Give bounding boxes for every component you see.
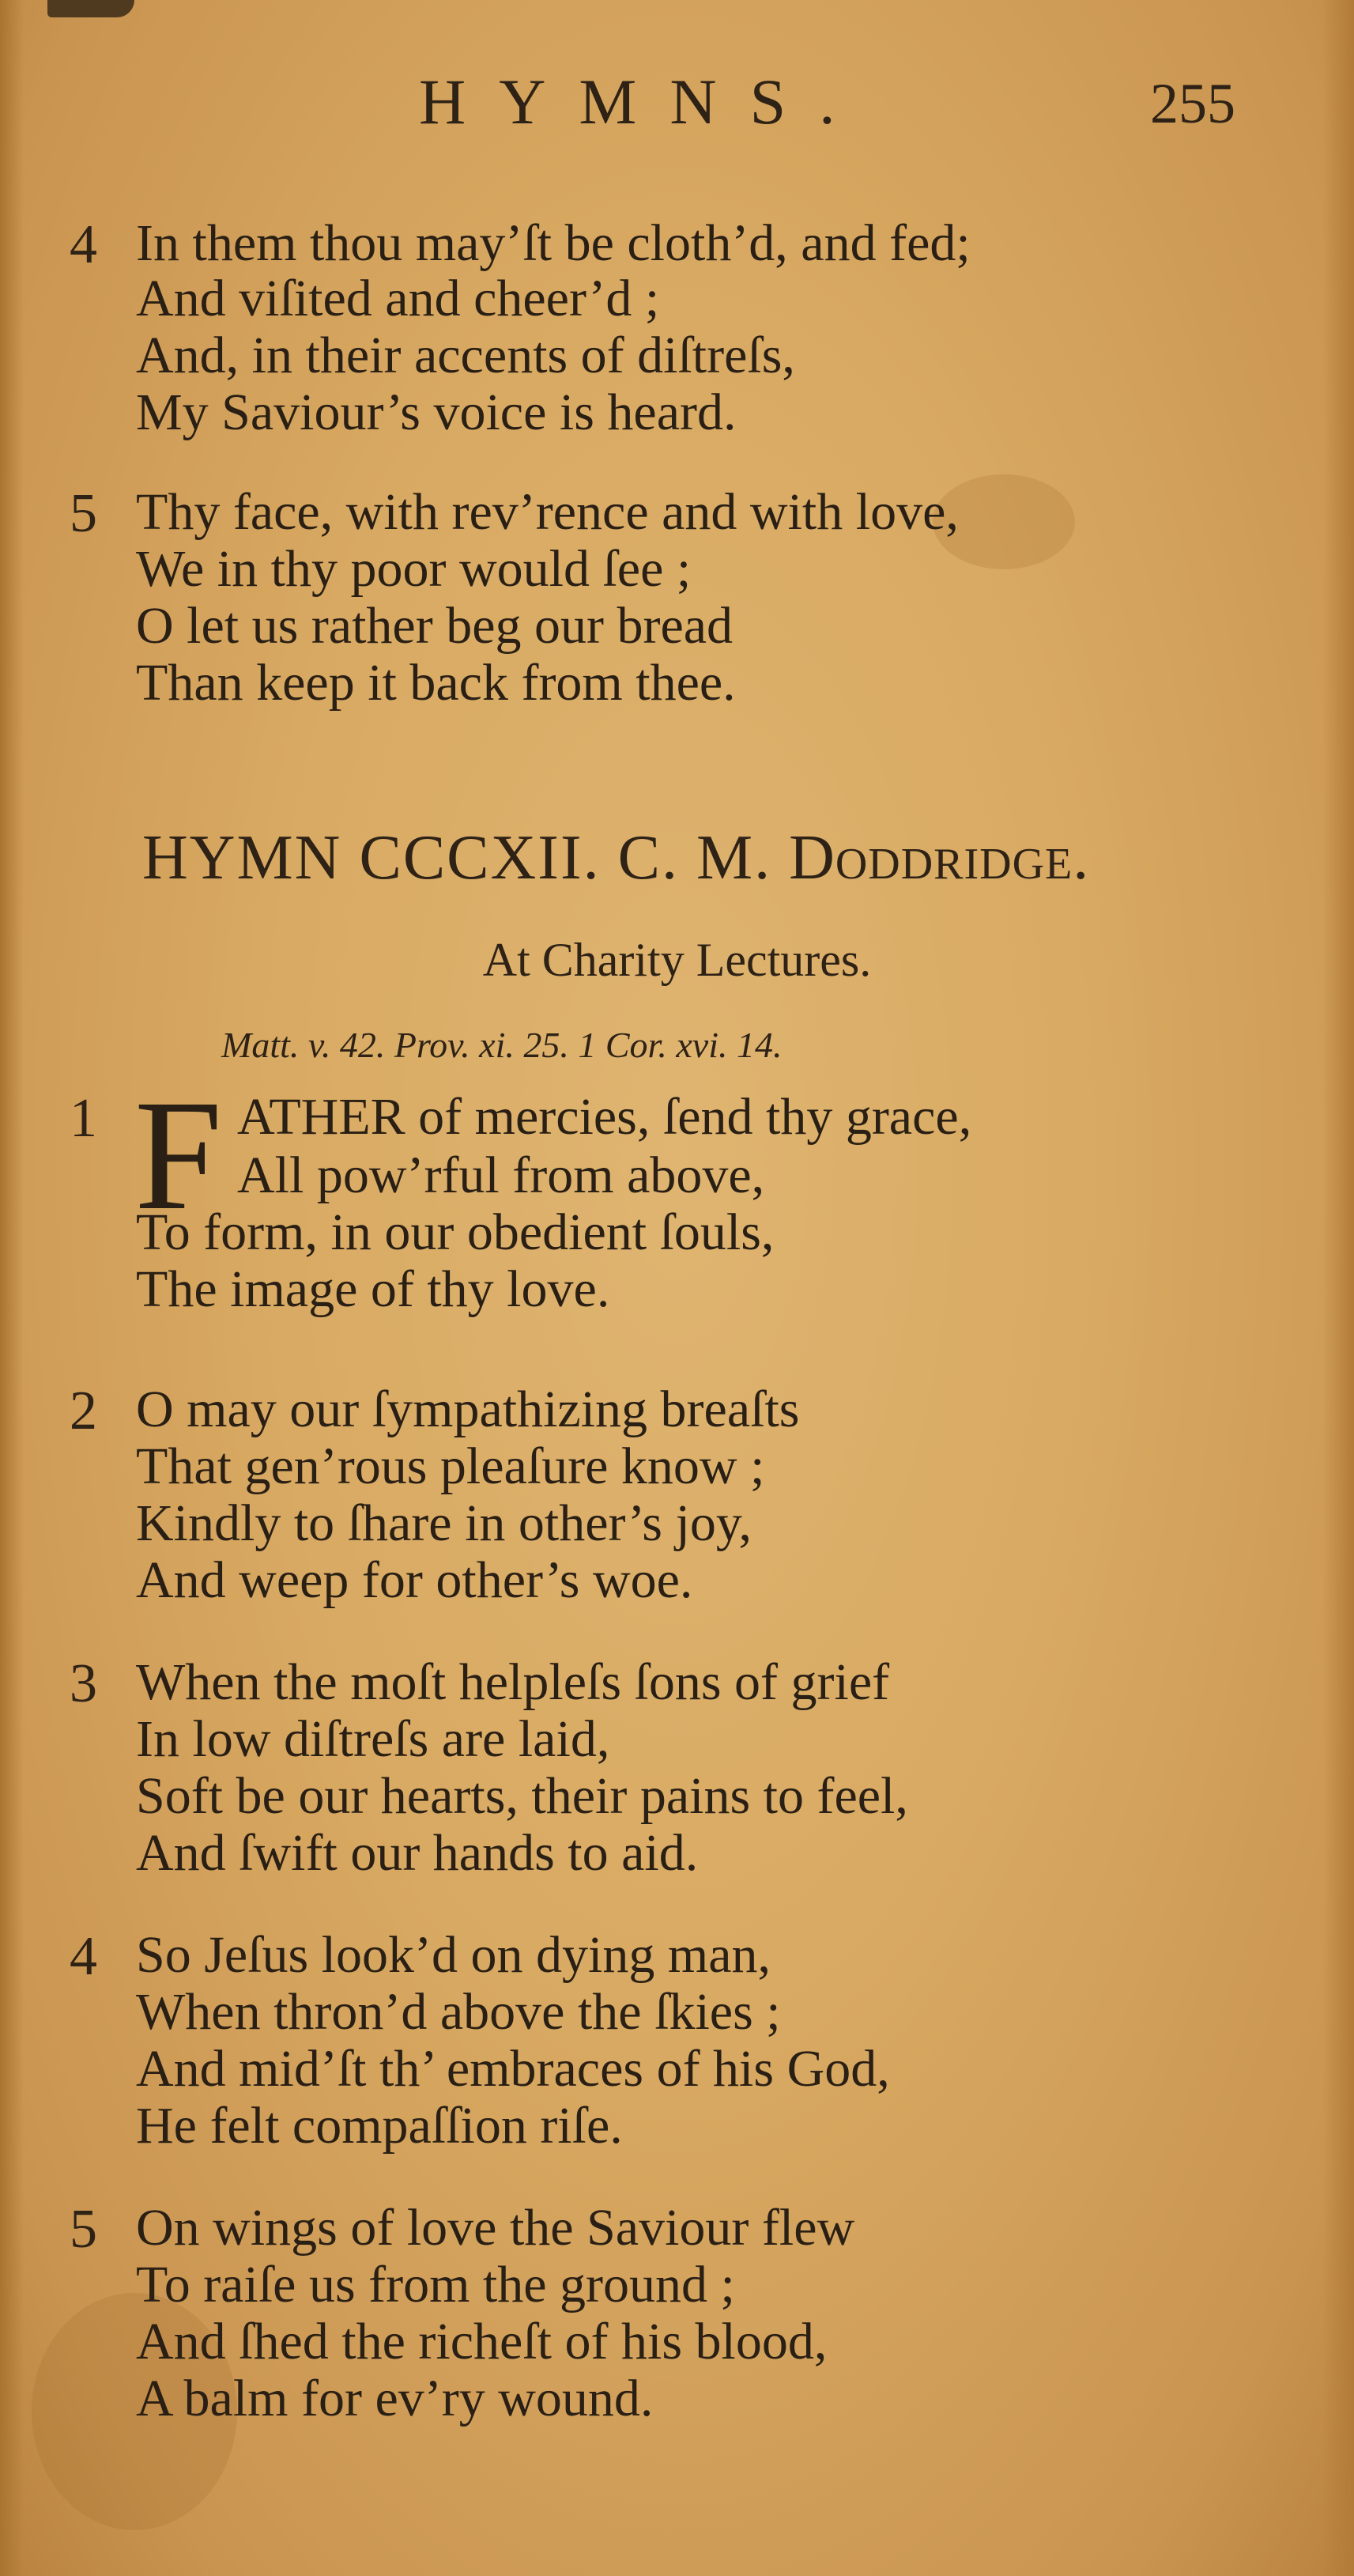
verse-line: We in thy poor would ſee ;: [136, 540, 692, 598]
verse-line: In low diſtreſs are laid,: [136, 1710, 610, 1768]
drop-cap: F: [134, 1068, 223, 1243]
verse-block: [0, 213, 1354, 466]
verse-line: And, in their accents of diſtreſs,: [136, 327, 795, 384]
verse-line: When thron’d above the ſkies ;: [136, 1983, 781, 2041]
page-number: 255: [1150, 72, 1235, 135]
verse-line: When the moſt helpleſs ſons of grief: [136, 1653, 890, 1711]
verse-number: 2: [70, 1381, 97, 1441]
verse-line: The image of thy love.: [136, 1260, 610, 1318]
verse-line: Soft be our hearts, their pains to feel,: [136, 1767, 908, 1825]
verse-block: [0, 1380, 1354, 1633]
ink-corner-mark: [47, 0, 134, 17]
verse-number: 5: [70, 2199, 97, 2260]
verse-line: And viſited and cheer’d ;: [136, 270, 660, 327]
page-header: [0, 65, 1354, 144]
verse-line: To raiſe us from the ground ;: [136, 2256, 735, 2313]
verse-block: [0, 1925, 1354, 2178]
hymn-author: Doddridge.: [789, 823, 1090, 893]
hymn-heading: [142, 822, 1089, 894]
verse-block: [0, 482, 1354, 735]
verse-line: Thy face, with rev’rence and with love,: [136, 483, 959, 541]
verse-line: A balm for ev’ry wound.: [136, 2370, 654, 2427]
verse-line: And mid’ſt th’ embraces of his God,: [136, 2040, 890, 2098]
scripture-references: Matt. v. 42. Prov. xi. 25. 1 Cor. xvi. 14.: [221, 1025, 783, 1065]
verse-number: 4: [70, 1926, 97, 1987]
hymn-number-meter: HYMN CCCXII. C. M.: [142, 823, 772, 893]
verse-number: 1: [70, 1088, 97, 1149]
verse-line: O let us rather beg our bread: [136, 597, 734, 655]
verse-line: On wings of love the Saviour flew: [136, 2199, 855, 2257]
verse-number: 4: [70, 214, 97, 275]
verse-block: [0, 2198, 1354, 2451]
verse-line: Than keep it back from thee.: [136, 654, 736, 712]
hymn-subtitle: At Charity Lectures.: [482, 934, 872, 986]
running-title: HYMNS.: [419, 66, 869, 138]
verse-number: 5: [70, 483, 97, 544]
verse-number: 3: [70, 1653, 97, 1714]
verse-line: Kindly to ſhare in other’s joy,: [136, 1494, 752, 1552]
verse-line: To form, in our obedient ſouls,: [136, 1203, 775, 1261]
verse-line: He felt compaſſion riſe.: [136, 2097, 623, 2155]
verse-line: In them thou may’ſt be cloth’d, and fed;: [136, 214, 971, 272]
verse-line: And weep for other’s woe.: [136, 1551, 693, 1609]
verse-line: All pow’rful from above,: [237, 1146, 765, 1204]
verse-line: And ſwift our hands to aid.: [136, 1824, 699, 1882]
verse-line: O may our ſympathizing breaſts: [136, 1381, 800, 1438]
verse-line: So Jeſus look’d on dying man,: [136, 1926, 771, 1984]
verse-line: And ſhed the richeſt of his blood,: [136, 2313, 828, 2370]
verse-line: ATHER of mercies, ſend thy grace,: [237, 1088, 972, 1146]
verse-line: My Saviour’s voice is heard.: [136, 383, 737, 441]
verse-line: That gen’rous pleaſure know ;: [136, 1437, 765, 1495]
verse-block: [0, 1652, 1354, 1906]
